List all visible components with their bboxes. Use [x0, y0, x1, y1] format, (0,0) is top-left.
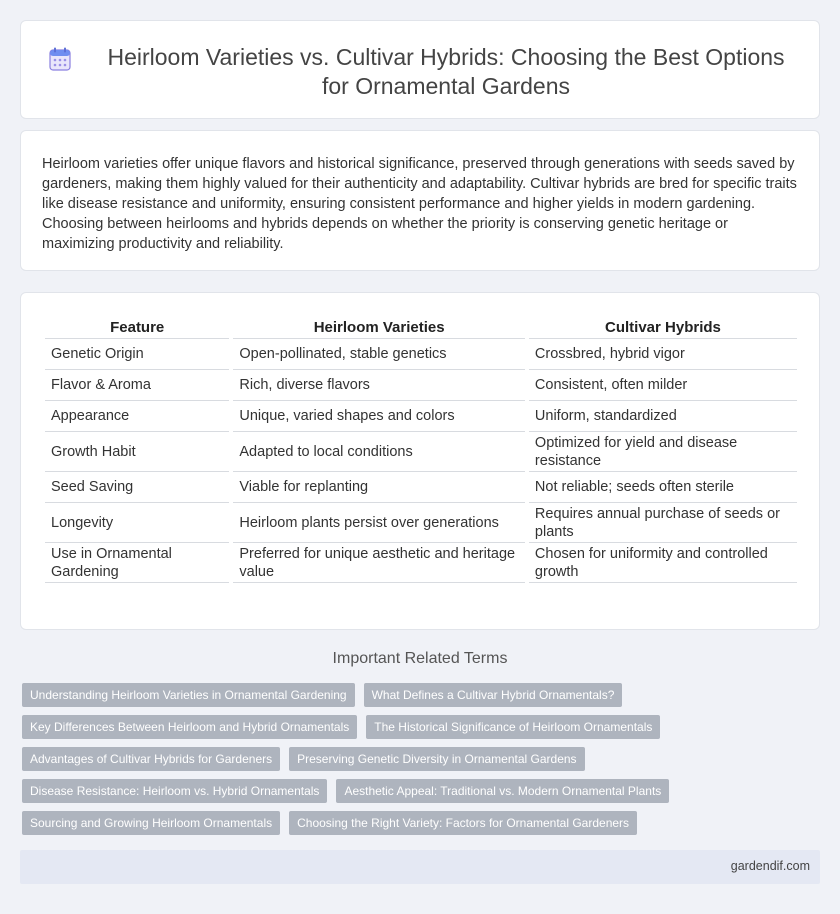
- hybrid-cell: Crossbred, hybrid vigor: [529, 339, 797, 370]
- table-row: [45, 543, 797, 583]
- table-row: [45, 472, 797, 503]
- heirloom-cell: Heirloom plants persist over generations: [233, 503, 525, 543]
- related-term-link[interactable]: Key Differences Between Heirloom and Hybrid Ornamentals: [22, 715, 357, 739]
- hybrid-cell: Requires annual purchase of seeds or plants: [529, 503, 797, 543]
- related-term-link[interactable]: Sourcing and Growing Heirloom Ornamentals: [22, 811, 280, 835]
- header-heirloom: Heirloom Varieties: [233, 315, 525, 339]
- feature-cell: Growth Habit: [45, 432, 229, 472]
- intro-paragraph: Heirloom varieties offer unique flavors and historical significance, preserved through generations with seeds saved by gardeners, making them highly valued for their authenticity and adaptability. Cultivar hybrids are bred for specific traits like disease resistance and uniformity, ensuring consistent performance and higher yields in modern gardening. Choosing between heirlooms and hybrids depends on whether the priority is conserving genetic heritage or maximizing productivity and reliability.: [42, 156, 797, 252]
- heirloom-cell: Open-pollinated, stable genetics: [233, 339, 525, 370]
- table-row: [45, 339, 797, 370]
- footer: [20, 850, 820, 884]
- related-term-link[interactable]: The Historical Significance of Heirloom Ornamentals: [366, 715, 660, 739]
- table-row: [45, 432, 797, 472]
- hybrid-cell: Optimized for yield and disease resistance: [529, 432, 797, 472]
- title-card: [20, 20, 820, 119]
- page-title: Heirloom Varieties vs. Cultivar Hybrids: Choosing the Best Options for Ornamental Gardens: [107, 44, 785, 99]
- hybrid-cell: Not reliable; seeds often sterile: [529, 472, 797, 503]
- hybrid-cell: Consistent, often milder: [529, 370, 797, 401]
- heirloom-cell: Adapted to local conditions: [233, 432, 525, 472]
- intro-card: [20, 130, 820, 271]
- comparison-card: [20, 292, 820, 630]
- related-term-link[interactable]: Disease Resistance: Heirloom vs. Hybrid Ornamentals: [22, 779, 327, 803]
- related-term-link[interactable]: Preserving Genetic Diversity in Ornamental Gardens: [289, 747, 584, 771]
- table-row: [45, 370, 797, 401]
- related-term-link[interactable]: Advantages of Cultivar Hybrids for Gardeners: [22, 747, 280, 771]
- related-term-link[interactable]: Understanding Heirloom Varieties in Ornamental Gardening: [22, 683, 355, 707]
- feature-cell: Longevity: [45, 503, 229, 543]
- heirloom-cell: Preferred for unique aesthetic and heritage value: [233, 543, 525, 583]
- header-feature: Feature: [45, 315, 229, 339]
- feature-cell: Appearance: [45, 401, 229, 432]
- feature-cell: Seed Saving: [45, 472, 229, 503]
- tag-row: [22, 747, 722, 771]
- table-row: [45, 401, 797, 432]
- heirloom-cell: Unique, varied shapes and colors: [233, 401, 525, 432]
- related-term-link[interactable]: What Defines a Cultivar Hybrid Ornamentals?: [364, 683, 623, 707]
- header-hybrid: Cultivar Hybrids: [529, 315, 797, 339]
- comparison-table: [41, 315, 801, 583]
- heirloom-cell: Viable for replanting: [233, 472, 525, 503]
- hybrid-cell: Uniform, standardized: [529, 401, 797, 432]
- heirloom-cell: Rich, diverse flavors: [233, 370, 525, 401]
- feature-cell: Use in Ornamental Gardening: [45, 543, 229, 583]
- hybrid-cell: Chosen for uniformity and controlled growth: [529, 543, 797, 583]
- table-header-row: [45, 315, 797, 339]
- table-row: [45, 503, 797, 543]
- related-term-link[interactable]: Choosing the Right Variety: Factors for Ornamental Gardeners: [289, 811, 637, 835]
- site-name[interactable]: gardendif.com: [730, 859, 810, 873]
- feature-cell: Flavor & Aroma: [45, 370, 229, 401]
- tag-row: [22, 683, 722, 707]
- feature-cell: Genetic Origin: [45, 339, 229, 370]
- related-terms-list: [22, 683, 722, 843]
- related-term-link[interactable]: Aesthetic Appeal: Traditional vs. Modern Ornamental Plants: [336, 779, 669, 803]
- tag-row: [22, 811, 722, 835]
- tag-row: [22, 779, 722, 803]
- tag-row: [22, 715, 722, 739]
- related-terms-heading: Important Related Terms: [332, 650, 508, 667]
